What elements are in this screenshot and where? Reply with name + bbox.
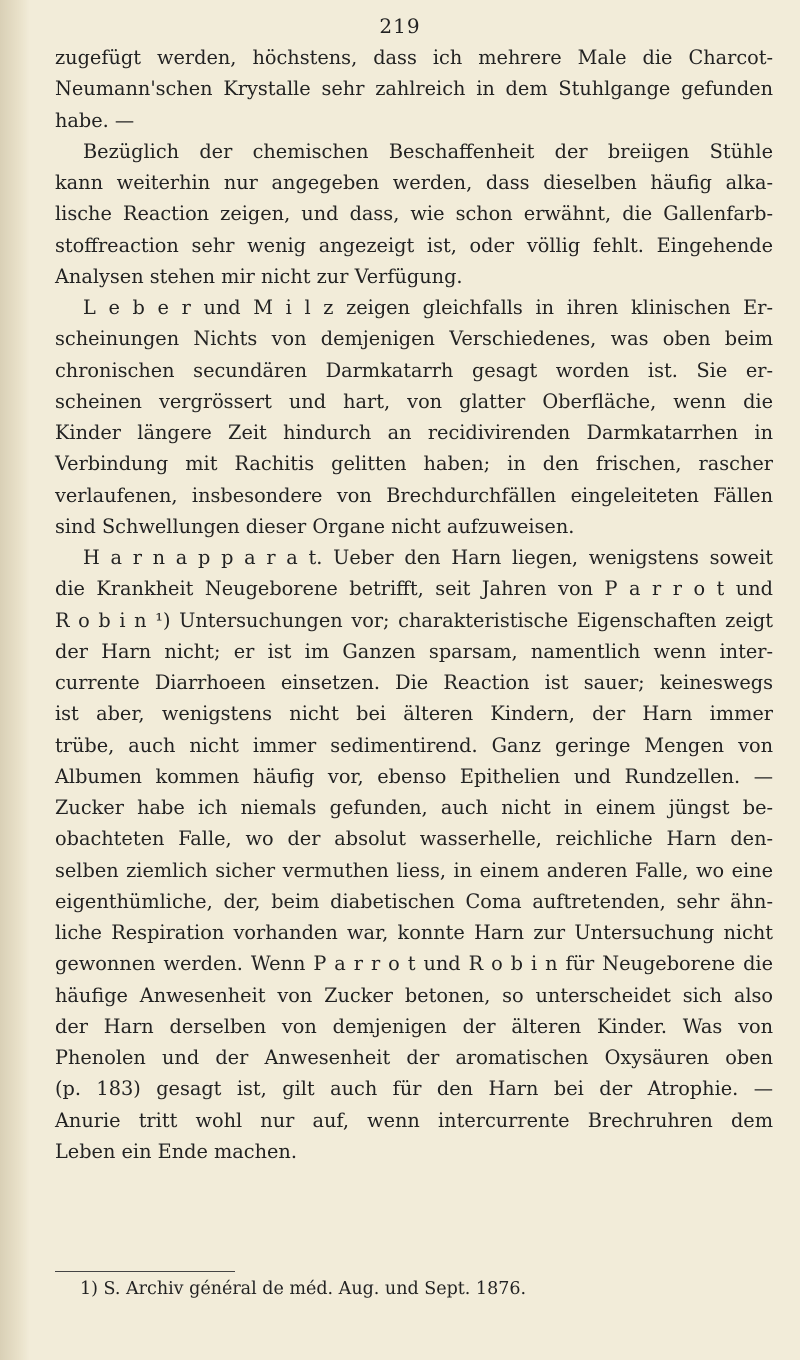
text-line: obachteten Falle, wo der absolut wasserhelle, reichliche Harn den- bbox=[55, 827, 773, 851]
text-line: kann weiterhin nur angegeben werden, dass dieselben häufig alka- bbox=[55, 171, 773, 194]
page-number: 219 bbox=[379, 14, 421, 38]
text-line: Leben ein Ende machen. bbox=[55, 1139, 297, 1163]
text-line: lische Reaction zeigen, und dass, wie schon erwähnt, die Gallenfarb- bbox=[55, 202, 773, 226]
text-line: habe. — bbox=[55, 108, 135, 132]
text-line: der Harn nicht; er ist im Ganzen sparsam, namentlich wenn inter- bbox=[55, 639, 773, 663]
text-line: Neumann'schen Krystalle sehr zahlreich in dem Stuhlgange gefunden bbox=[55, 77, 773, 101]
page-edge-shadow bbox=[0, 0, 30, 1360]
text-line: gewonnen werden. Wenn P a r r o t und R o b i n für Neugeborene die bbox=[55, 952, 773, 976]
text-line: ist aber, wenigstens nicht bei älteren Kindern, der Harn immer bbox=[55, 702, 773, 726]
body-text bbox=[55, 42, 773, 1167]
footnote: 1) S. Archiv général de méd. Aug. und Sept. 1876. bbox=[80, 1279, 527, 1299]
text-line: Bezüglich der chemischen Beschaffenheit der breiigen Stühle bbox=[83, 139, 773, 163]
text-line: Albumen kommen häufig vor, ebenso Epithelien und Rundzellen. — bbox=[55, 764, 773, 788]
text-line: zugefügt werden, höchstens, dass ich mehrere Male die Charcot- bbox=[55, 46, 773, 69]
text-line: sind Schwellungen dieser Organe nicht aufzuweisen. bbox=[55, 514, 575, 538]
text-line: häufige Anwesenheit von Zucker betonen, so unterscheidet sich also bbox=[55, 983, 773, 1007]
text-line: chronischen secundären Darmkatarrh gesagt worden ist. Sie er- bbox=[55, 358, 773, 382]
text-line: scheinungen Nichts von demjenigen Verschiedenes, was oben beim bbox=[55, 327, 773, 351]
text-line: L e b e r und M i l z zeigen gleichfalls in ihren klinischen Er- bbox=[83, 296, 773, 319]
text-line: eigenthümliche, der, beim diabetischen Coma auftretenden, sehr ähn- bbox=[55, 889, 773, 913]
text-line: Analysen stehen mir nicht zur Verfügung. bbox=[55, 264, 463, 288]
text-line: liche Respiration vorhanden war, konnte Harn zur Untersuchung nicht bbox=[55, 921, 773, 944]
text-line: stoffreaction sehr wenig angezeigt ist, oder völlig fehlt. Eingehende bbox=[55, 233, 773, 257]
footnote-divider bbox=[55, 1271, 235, 1272]
text-line: die Krankheit Neugeborene betrifft, seit Jahren von P a r r o t und bbox=[55, 577, 773, 601]
text-line: H a r n a p p a r a t. Ueber den Harn liegen, wenigstens soweit bbox=[83, 546, 773, 569]
text-line: Anurie tritt wohl nur auf, wenn intercurrente Brechruhren dem bbox=[55, 1108, 773, 1132]
text-line: Verbindung mit Rachitis gelitten haben; in den frischen, rascher bbox=[55, 452, 773, 476]
text-line: R o b i n ¹) Untersuchungen vor; charakteristische Eigenschaften zeigt bbox=[55, 608, 773, 632]
text-line: Kinder längere Zeit hindurch an recidivirenden Darmkatarrhen in bbox=[55, 421, 773, 444]
text-line: (p. 183) gesagt ist, gilt auch für den Harn bei der Atrophie. — bbox=[55, 1077, 773, 1101]
text-line: der Harn derselben von demjenigen der älteren Kinder. Was von bbox=[55, 1014, 773, 1038]
text-line: scheinen vergrössert und hart, von glatter Oberfläche, wenn die bbox=[55, 389, 773, 413]
text-line: Phenolen und der Anwesenheit der aromatischen Oxysäuren oben bbox=[55, 1046, 773, 1069]
text-line: selben ziemlich sicher vermuthen liess, in einem anderen Falle, wo eine bbox=[55, 858, 773, 882]
text-line: Zucker habe ich niemals gefunden, auch nicht in einem jüngst be- bbox=[55, 796, 773, 819]
text-line: trübe, auch nicht immer sedimentirend. Ganz geringe Mengen von bbox=[55, 733, 773, 757]
text-line: currente Diarrhoeen einsetzen. Die Reaction ist sauer; keineswegs bbox=[55, 671, 773, 694]
text-line: verlaufenen, insbesondere von Brechdurchfällen eingeleiteten Fällen bbox=[55, 483, 773, 507]
